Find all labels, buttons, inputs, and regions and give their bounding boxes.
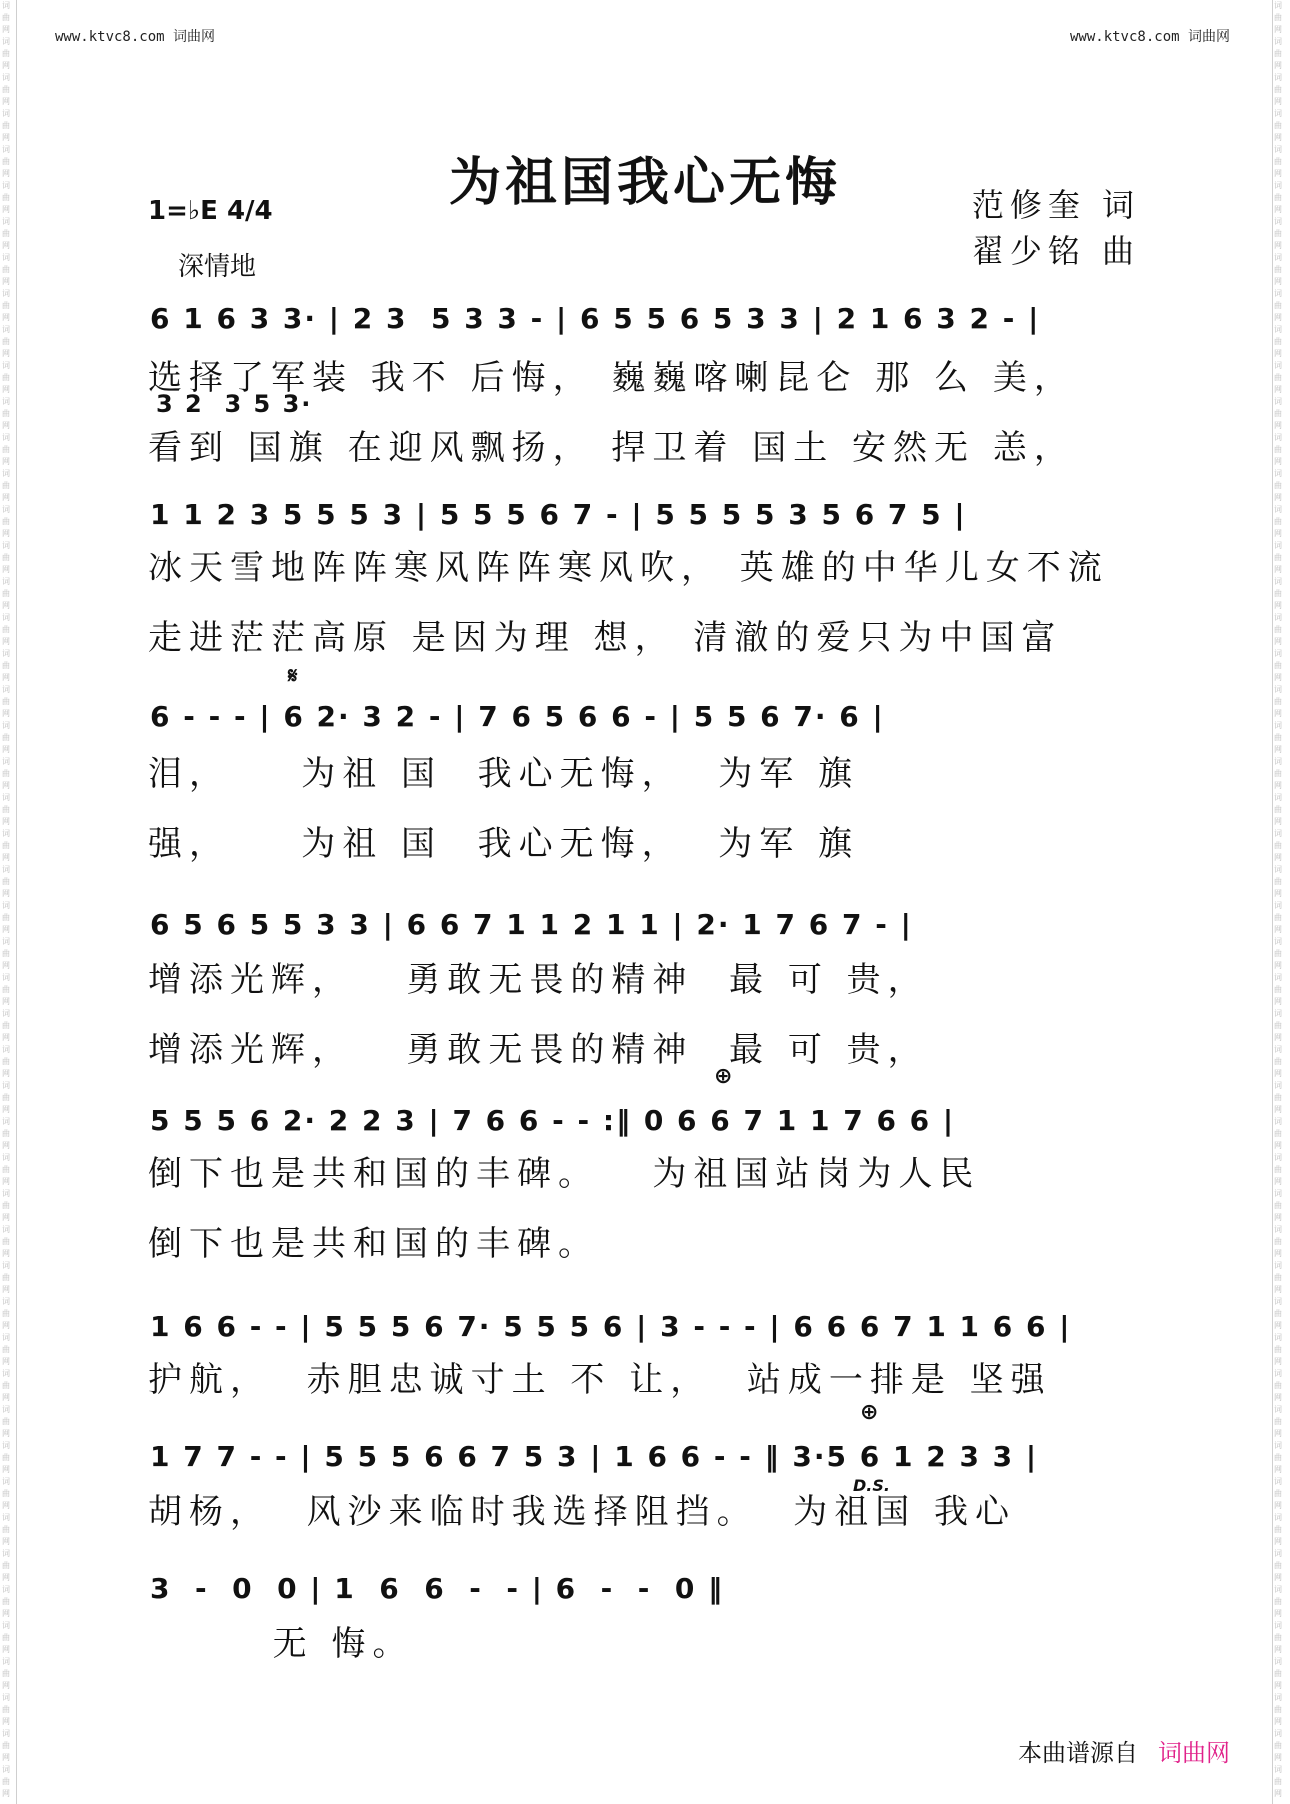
notation-row-6: 1 6 6 - - | 5 5 5 6 7· 5 5 5 6 | 3 - - - | 6 6 6 7 1 1 6 6 | [150, 1310, 1072, 1343]
lyric-row-1a: 选择了军装 我不 后悔， 巍巍喀喇昆仑 那 么 美， [148, 358, 1075, 398]
tempo-marking: 深情地 [178, 252, 257, 282]
segno-sign: 𝄋 [288, 664, 298, 689]
source-url-right: www.ktvc8.com 词曲网 [1069, 29, 1230, 45]
coda-sign: ⊕ [714, 1064, 733, 1089]
dal-segno-mark: D.S. [853, 1476, 890, 1495]
notation-row-1: 6 1 6 3 3· | 2 3 5 3 3 - | 6 5 5 6 5 3 3 | 2 1 6 3 2 - | [150, 302, 1041, 335]
lyric-row-8: 无 悔。 [148, 1624, 414, 1664]
right-border [1272, 0, 1273, 1804]
lyric-row-5a: 倒下也是共和国的丰碑。 为祖国站岗为人民 [148, 1154, 981, 1194]
footer-attribution [1018, 1733, 1230, 1768]
lyric-row-4a: 增添光辉， 勇敢无畏的精神 最 可 贵， [148, 960, 929, 1000]
lyric-row-4b: 增添光辉， 勇敢无畏的精神 最 可 贵， [148, 1030, 929, 1070]
lyric-row-2b: 走进茫茫高原 是因为理 想， 清澈的爱只为中国富 [148, 618, 1063, 658]
footer-brand-link[interactable]: 词曲网 [1158, 1739, 1230, 1767]
lyric-row-2a: 冰天雪地阵阵寒风阵阵寒风吹， 英雄的中华儿女不流 [148, 548, 1109, 588]
notation-row-4: 6 5 6 5 5 3 3 | 6 6 7 1 1 2 1 1 | 2· 1 7 6 7 - | [150, 908, 913, 941]
right-watermark-rail: 词 曲 网 词 曲 网 词 曲 网 词 曲 网 词 曲 网 词 曲 网 词 曲 网 词 曲 网 词 曲 网 词 曲 网 词 曲 网 词 曲 网 词 曲 网 词 曲 网 词 曲 网 词 曲 网 词 曲 网 词 曲 网 词 曲 网 词 曲 网 词 曲 网 词 曲 网 词 曲 网 词 曲 网 词 曲 网 词 曲 网 词 曲 网 词 曲 网 词 曲 网 词 曲 网 词 曲 网 词 曲 网 词 曲 网 词 曲 网 词 曲 网 词 曲 网 词 曲 网 词 曲 网 词 曲 网 词 曲 网 词 曲 网 词 曲 网 词 曲 网 词 曲 网 词 曲 网 词 曲 网 词 曲 网 词 曲 网 词 曲 网 词 曲 网 [1274, 1, 1282, 1798]
notation-row-7: 1 7 7 - - | 5 5 5 6 6 7 5 3 | 1 6 6 - - ‖ 3·5 6 1 2 3 3 | [150, 1440, 1039, 1473]
lyricist-credit: 范修奎 词 [971, 186, 1140, 224]
left-watermark-rail: 词 曲 网 词 曲 网 词 曲 网 词 曲 网 词 曲 网 词 曲 网 词 曲 网 词 曲 网 词 曲 网 词 曲 网 词 曲 网 词 曲 网 词 曲 网 词 曲 网 词 曲 网 词 曲 网 词 曲 网 词 曲 网 词 曲 网 词 曲 网 词 曲 网 词 曲 网 词 曲 网 词 曲 网 词 曲 网 词 曲 网 词 曲 网 词 曲 网 词 曲 网 词 曲 网 词 曲 网 词 曲 网 词 曲 网 词 曲 网 词 曲 网 词 曲 网 词 曲 网 词 曲 网 词 曲 网 词 曲 网 词 曲 网 词 曲 网 词 曲 网 词 曲 网 词 曲 网 词 曲 网 词 曲 网 词 曲 网 词 曲 网 词 曲 网 [2, 1, 10, 1798]
lyric-row-7: 胡杨， 风沙来临时我选择阻挡。 为祖国 我心 [148, 1492, 1017, 1532]
lyric-row-1b: 看到 国旗 在迎风飘扬， 捍卫着 国土 安然无 恙， [148, 428, 1075, 468]
notation-row-1-extra: 3 2 3 5 3· [156, 390, 313, 418]
composer-credit: 翟少铭 曲 [971, 232, 1140, 270]
source-url-left: www.ktvc8.com 词曲网 [55, 29, 216, 45]
song-title: 为祖国我心无悔 [448, 153, 841, 213]
coda-sign-2: ⊕ [860, 1400, 879, 1425]
key-signature: 1=♭E 4/4 [148, 196, 273, 226]
notation-row-8: 3 - 0 0 | 1 6 6 - - | 6 - - 0 ‖ [150, 1572, 725, 1605]
lyric-row-3a: 泪， 为祖 国 我心无悔， 为军 旗 [148, 754, 860, 794]
footer-text: 本曲谱源自 [1018, 1739, 1138, 1767]
notation-row-2: 1 1 2 3 5 5 5 3 | 5 5 5 6 7 - | 5 5 5 5 3 5 6 7 5 | [150, 498, 967, 531]
notation-row-5: 5 5 5 6 2· 2 2 3 | 7 6 6 - - :‖ 0 6 6 7 1 1 7 6 6 | [150, 1104, 956, 1137]
lyric-row-3b: 强， 为祖 国 我心无悔， 为军 旗 [148, 824, 860, 864]
notation-row-3: 6 - - - | 6 2· 3 2 - | 7 6 5 6 6 - | 5 5 6 7· 6 | [150, 700, 885, 733]
left-border [16, 0, 17, 1804]
lyric-row-5b: 倒下也是共和国的丰碑。 [148, 1224, 599, 1264]
lyric-row-6: 护航， 赤胆忠诚寸土 不 让， 站成一排是 坚强 [148, 1360, 1052, 1400]
